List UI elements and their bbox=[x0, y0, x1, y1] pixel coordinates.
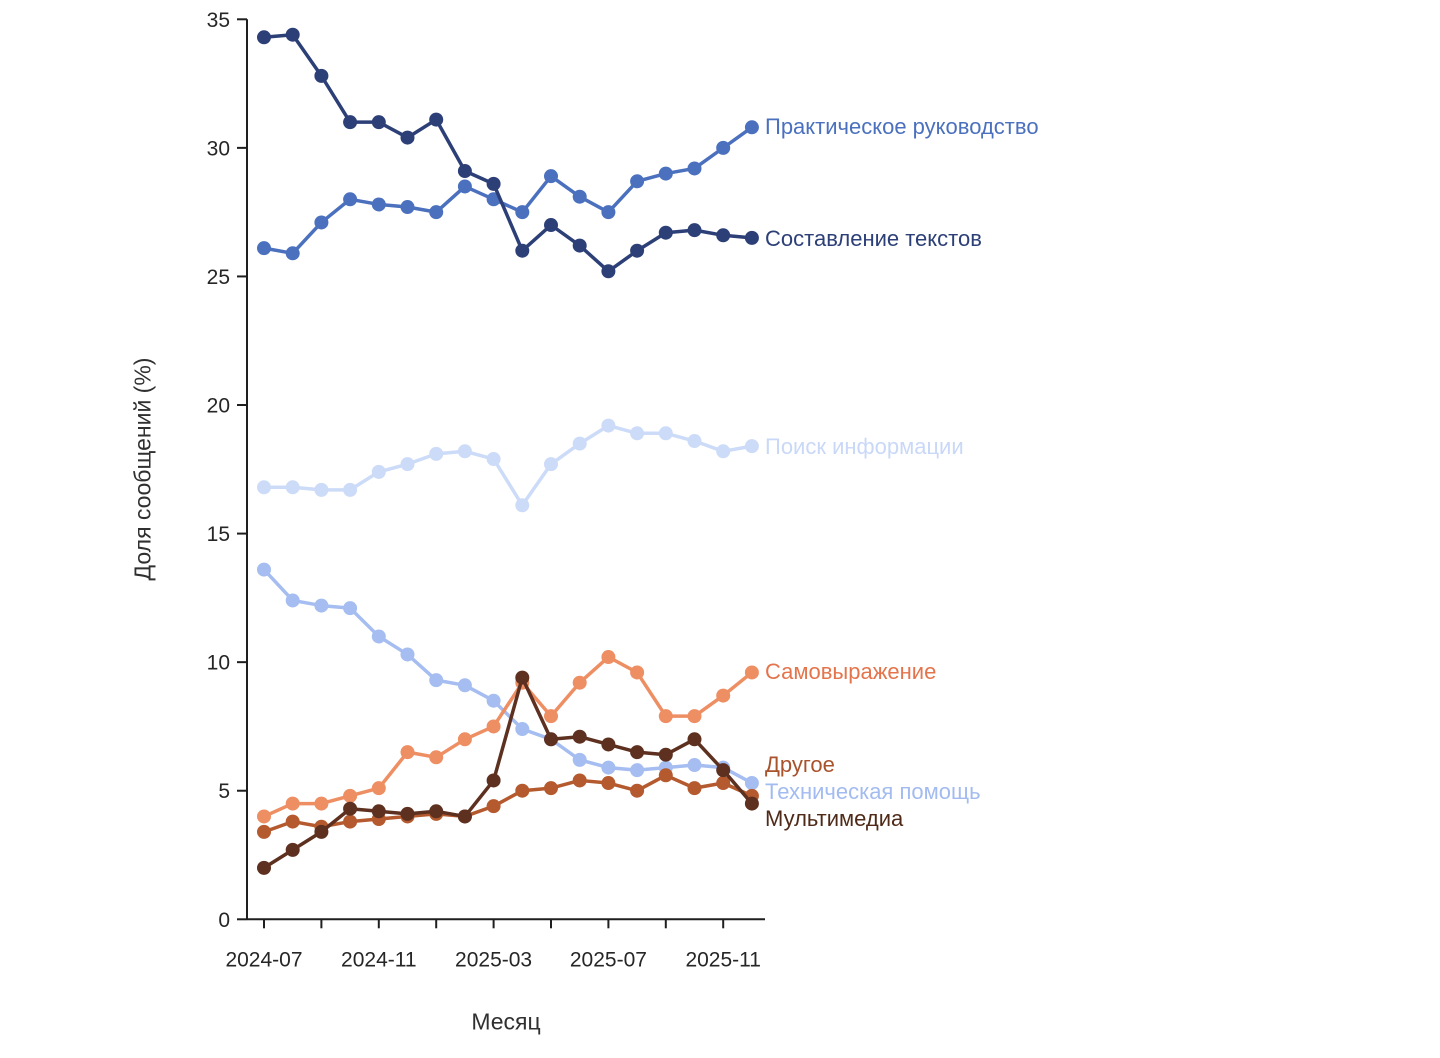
data-point bbox=[659, 167, 673, 181]
data-point bbox=[601, 264, 615, 278]
series-line bbox=[264, 657, 752, 816]
data-point bbox=[458, 179, 472, 193]
data-point bbox=[659, 768, 673, 782]
data-point bbox=[688, 732, 702, 746]
data-point bbox=[688, 758, 702, 772]
data-point bbox=[343, 115, 357, 129]
data-point bbox=[343, 789, 357, 803]
data-point bbox=[372, 804, 386, 818]
data-point bbox=[314, 69, 328, 83]
data-point bbox=[659, 226, 673, 240]
x-tick-label: 2025-03 bbox=[455, 948, 533, 972]
y-tick-label: 35 bbox=[206, 8, 230, 32]
data-point bbox=[515, 498, 529, 512]
data-point bbox=[745, 120, 759, 134]
data-point bbox=[286, 797, 300, 811]
x-tick-label: 2024-11 bbox=[341, 948, 417, 972]
series-label-technical-help: Техническая помощь bbox=[765, 779, 981, 804]
data-point bbox=[745, 797, 759, 811]
data-point bbox=[630, 426, 644, 440]
series-line bbox=[264, 35, 752, 272]
data-point bbox=[401, 745, 415, 759]
data-point bbox=[688, 709, 702, 723]
data-point bbox=[372, 629, 386, 643]
data-point bbox=[314, 825, 328, 839]
data-point bbox=[659, 709, 673, 723]
data-point bbox=[429, 673, 443, 687]
data-point bbox=[716, 228, 730, 242]
data-point bbox=[487, 773, 501, 787]
data-point bbox=[458, 732, 472, 746]
series-line bbox=[264, 426, 752, 506]
data-point bbox=[601, 205, 615, 219]
data-point bbox=[343, 802, 357, 816]
data-point bbox=[487, 719, 501, 733]
x-axis-title: Месяц bbox=[471, 1008, 541, 1035]
data-point bbox=[573, 239, 587, 253]
y-tick-label: 10 bbox=[206, 651, 230, 675]
data-point bbox=[630, 745, 644, 759]
data-point bbox=[745, 665, 759, 679]
data-point bbox=[487, 177, 501, 191]
data-point bbox=[688, 781, 702, 795]
y-tick-label: 5 bbox=[218, 780, 230, 804]
data-point bbox=[745, 439, 759, 453]
data-point bbox=[688, 161, 702, 175]
data-point bbox=[286, 843, 300, 857]
data-point bbox=[544, 457, 558, 471]
data-point bbox=[343, 483, 357, 497]
data-point bbox=[286, 246, 300, 260]
data-point bbox=[401, 200, 415, 214]
y-axis-title: Доля сообщений (%) bbox=[129, 357, 156, 581]
data-point bbox=[688, 434, 702, 448]
data-point bbox=[429, 750, 443, 764]
data-point bbox=[573, 676, 587, 690]
series-label-multimedia: Мультимедиа bbox=[765, 806, 904, 831]
data-point bbox=[343, 815, 357, 829]
data-point bbox=[515, 244, 529, 258]
data-point bbox=[745, 776, 759, 790]
data-point bbox=[573, 773, 587, 787]
data-point bbox=[630, 665, 644, 679]
y-tick-label: 0 bbox=[218, 908, 230, 932]
data-point bbox=[487, 799, 501, 813]
data-point bbox=[372, 197, 386, 211]
data-point bbox=[458, 809, 472, 823]
data-point bbox=[544, 169, 558, 183]
data-point bbox=[458, 444, 472, 458]
data-point bbox=[257, 825, 271, 839]
y-tick-label: 20 bbox=[206, 394, 230, 418]
data-point bbox=[343, 601, 357, 615]
data-point bbox=[601, 737, 615, 751]
data-point bbox=[544, 781, 558, 795]
data-point bbox=[257, 480, 271, 494]
data-point bbox=[314, 483, 328, 497]
data-point bbox=[257, 30, 271, 44]
data-point bbox=[716, 141, 730, 155]
data-point bbox=[659, 426, 673, 440]
data-point bbox=[601, 776, 615, 790]
data-point bbox=[688, 223, 702, 237]
data-point bbox=[401, 647, 415, 661]
y-tick-label: 15 bbox=[206, 523, 230, 547]
data-point bbox=[515, 671, 529, 685]
data-point bbox=[601, 761, 615, 775]
data-point bbox=[573, 190, 587, 204]
y-tick-label: 30 bbox=[206, 137, 230, 161]
series-label-practical-guidance: Практическое руководство bbox=[765, 114, 1039, 140]
data-point bbox=[429, 113, 443, 127]
data-point bbox=[458, 164, 472, 178]
data-point bbox=[372, 781, 386, 795]
data-point bbox=[573, 753, 587, 767]
data-point bbox=[544, 709, 558, 723]
data-point bbox=[257, 241, 271, 255]
data-point bbox=[515, 205, 529, 219]
data-point bbox=[429, 447, 443, 461]
data-point bbox=[515, 784, 529, 798]
series-label-information-search: Поиск информации bbox=[765, 434, 964, 460]
data-point bbox=[544, 732, 558, 746]
data-point bbox=[286, 480, 300, 494]
data-point bbox=[716, 444, 730, 458]
data-point bbox=[286, 28, 300, 42]
data-point bbox=[630, 244, 644, 258]
x-tick-label: 2024-07 bbox=[225, 948, 303, 972]
data-point bbox=[601, 419, 615, 433]
data-point bbox=[659, 748, 673, 762]
series-label-self-expression: Самовыражение bbox=[765, 659, 937, 685]
data-point bbox=[544, 218, 558, 232]
data-point bbox=[429, 205, 443, 219]
data-point bbox=[286, 593, 300, 607]
data-point bbox=[458, 678, 472, 692]
data-point bbox=[630, 763, 644, 777]
data-point bbox=[429, 804, 443, 818]
data-point bbox=[401, 131, 415, 145]
series-line bbox=[264, 570, 752, 783]
data-point bbox=[630, 784, 644, 798]
data-point bbox=[257, 861, 271, 875]
data-point bbox=[257, 563, 271, 577]
data-point bbox=[630, 174, 644, 188]
data-point bbox=[573, 437, 587, 451]
data-point bbox=[401, 807, 415, 821]
data-point bbox=[716, 763, 730, 777]
x-tick-label: 2025-07 bbox=[569, 948, 647, 972]
data-point bbox=[401, 457, 415, 471]
data-point bbox=[286, 815, 300, 829]
series-line bbox=[264, 775, 752, 832]
data-point bbox=[257, 809, 271, 823]
data-point bbox=[314, 215, 328, 229]
data-point bbox=[314, 599, 328, 613]
series-line bbox=[264, 127, 752, 253]
data-point bbox=[716, 689, 730, 703]
series-label-other: Другое bbox=[765, 752, 835, 777]
data-point bbox=[487, 694, 501, 708]
x-tick-label: 2025-11 bbox=[685, 948, 761, 972]
data-point bbox=[487, 452, 501, 466]
data-point bbox=[515, 722, 529, 736]
data-point bbox=[343, 192, 357, 206]
data-point bbox=[314, 797, 328, 811]
data-point bbox=[601, 650, 615, 664]
data-point bbox=[372, 465, 386, 479]
data-point bbox=[372, 115, 386, 129]
data-point bbox=[745, 231, 759, 245]
data-point bbox=[573, 730, 587, 744]
series-label-text-composition: Составление текстов bbox=[765, 226, 982, 252]
y-tick-label: 25 bbox=[206, 265, 230, 289]
